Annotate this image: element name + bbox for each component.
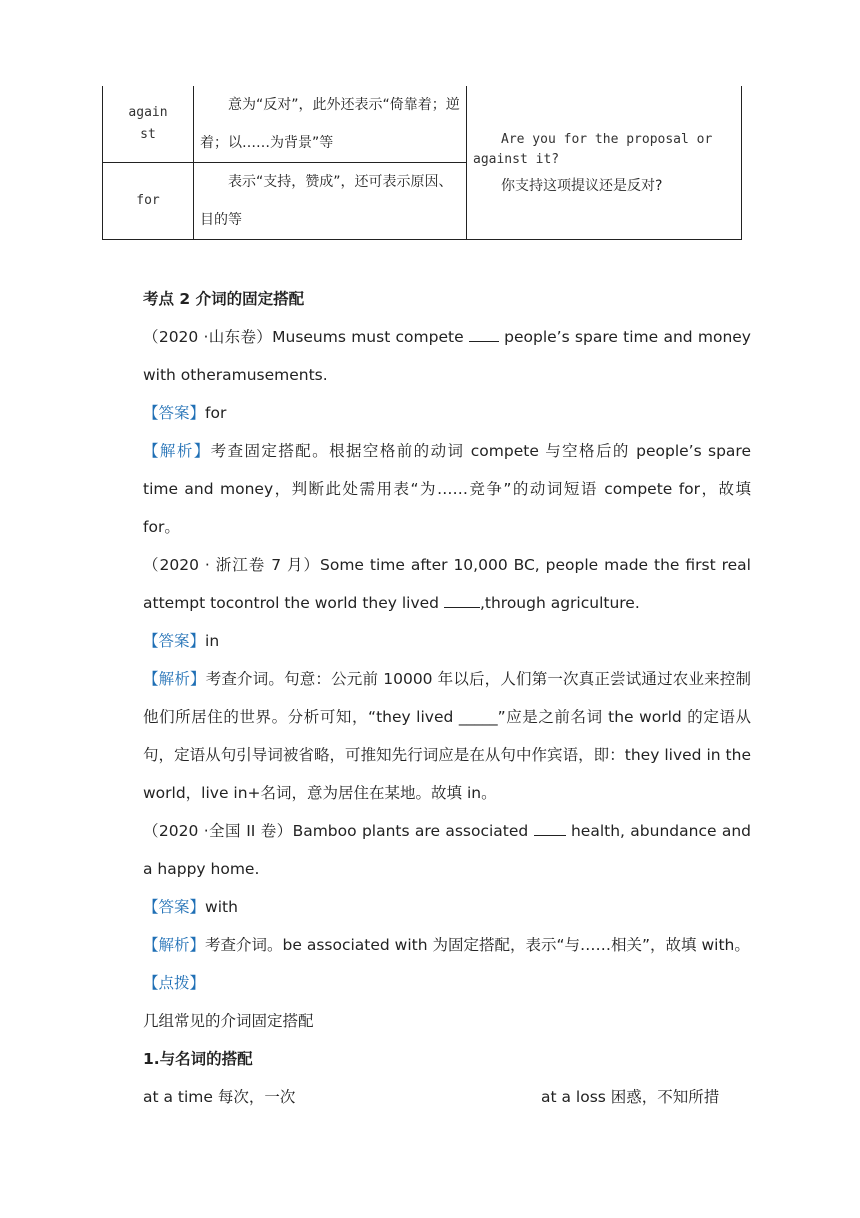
question-3: （2020 ·全国 II 卷）Bamboo plants are associated health, abundance and a happy home. bbox=[143, 822, 752, 878]
phrase-item: at a loss 困惑，不知所措 bbox=[541, 1088, 720, 1106]
answer-label: 【答案】 bbox=[143, 404, 206, 422]
table-meaning-cell: 意为“反对”，此外还表示“倚靠着；逆着；以……为背景”等 bbox=[194, 86, 467, 163]
example-chinese: 你支持这项提议还是反对? bbox=[501, 177, 663, 194]
answer-1: 【答案】for bbox=[143, 404, 227, 422]
table-meaning-cell: 表示“支持，赞成”，还可表示原因、目的等 bbox=[194, 163, 467, 240]
question-1: （2020 ·山东卷）Museums must compete people’s spare time and money with otheramusements. bbox=[143, 328, 751, 384]
sub-heading: 1.与名词的搭配 bbox=[143, 1050, 253, 1068]
analysis-3: 【解析】考查介词。be associated with 为固定搭配，表示“与……相关”，故填 with。 bbox=[143, 936, 750, 954]
analysis-label: 【解析】 bbox=[143, 936, 206, 954]
answer-blank bbox=[534, 821, 566, 836]
example-english: Are you for the proposal or against it? bbox=[473, 131, 713, 167]
preposition-table bbox=[102, 86, 742, 240]
tip-label: 【点拨】 bbox=[143, 974, 206, 992]
answer-blank bbox=[469, 327, 499, 342]
section-heading: 考点 2 介词的固定搭配 bbox=[143, 290, 305, 308]
main-content bbox=[109, 280, 751, 1116]
answer-label: 【答案】 bbox=[143, 898, 206, 916]
answer-blank bbox=[444, 593, 480, 608]
table-word-cell: against bbox=[103, 86, 194, 163]
table-row bbox=[103, 86, 742, 163]
table-example-cell bbox=[467, 86, 742, 240]
answer-3: 【答案】with bbox=[143, 898, 238, 916]
phrase-row bbox=[109, 1078, 751, 1116]
analysis-2: 【解析】考查介词。句意：公元前 10000 年以后，人们第一次真正尝试通过农业来控制他们所居住的世界。分析可知，“they lived _____”应是之前名词 the world 的定语从句，定语从句引导词被省略，可推知先行词应是在从句中作宾语，即：they lived in the world，live in+名词，意为居住在某地。故填 in。 bbox=[143, 670, 751, 802]
tip-intro: 几组常见的介词固定搭配 bbox=[143, 1012, 314, 1030]
analysis-label: 【解析】 bbox=[143, 442, 211, 460]
answer-2: 【答案】in bbox=[143, 632, 220, 650]
answer-label: 【答案】 bbox=[143, 632, 206, 650]
analysis-1: 【解析】考查固定搭配。根据空格前的动词 compete 与空格后的 people’s spare time and money，判断此处需用表“为……竞争”的动词短语 compete for，故填 for。 bbox=[143, 442, 751, 536]
analysis-label: 【解析】 bbox=[143, 670, 206, 688]
table-word-cell: for bbox=[103, 163, 194, 240]
phrase-item: at a time 每次，一次 bbox=[143, 1088, 296, 1106]
question-2: （2020 · 浙江卷 7 月）Some time after 10,000 BC, people made the first real attempt tocontrol the world they lived ,through agriculture. bbox=[143, 556, 751, 612]
